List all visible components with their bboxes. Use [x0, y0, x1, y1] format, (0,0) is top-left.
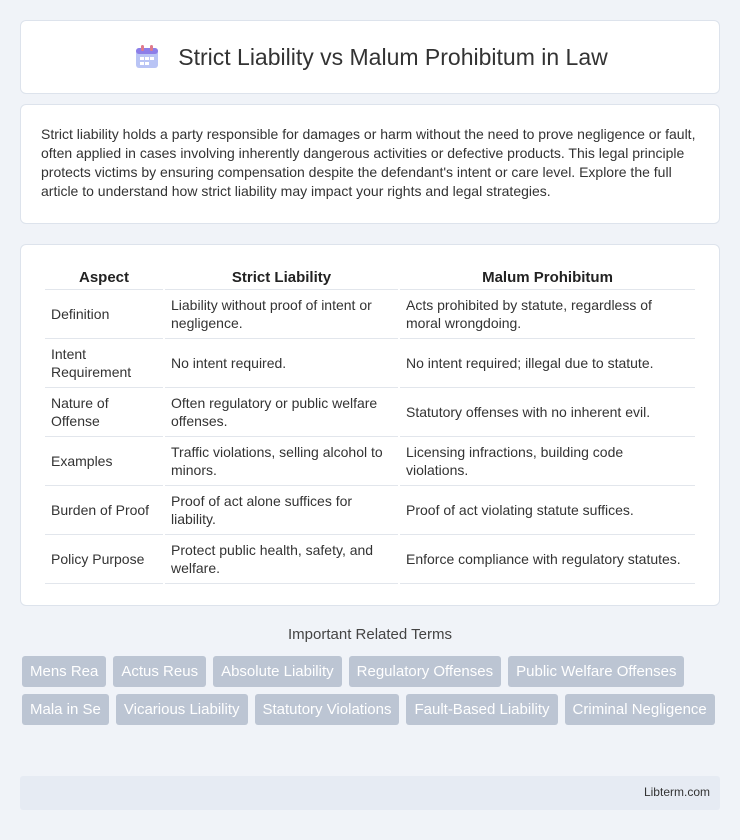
table-row: [45, 486, 695, 535]
table-row: [45, 535, 695, 584]
cell-strict: Protect public health, safety, and welfare.: [165, 535, 398, 584]
title-wrap: [132, 42, 607, 72]
related-terms-tags: [22, 656, 722, 725]
cell-strict: Often regulatory or public welfare offenses.: [165, 388, 398, 437]
tag-criminal-negligence[interactable]: Criminal Negligence: [565, 694, 715, 725]
cell-aspect: Burden of Proof: [45, 486, 163, 535]
tag-fault-based-liability[interactable]: Fault-Based Liability: [406, 694, 557, 725]
intro-text: Strict liability holds a party responsible for damages or harm without the need to prove negligence or fault, often applied in cases involving inherently dangerous activities or defective products. This legal principle protects victims by ensuring compensation despite the defendant's intent or care level. Explore the full article to understand how strict liability may impact your rights and legal strategies.: [41, 126, 696, 199]
footer-site-link[interactable]: Libterm.com: [643, 785, 710, 799]
table-row: [45, 339, 695, 388]
cell-aspect: Intent Requirement: [45, 339, 163, 388]
comparison-table: [43, 265, 697, 584]
header-aspect: Aspect: [45, 265, 163, 290]
cell-strict: No intent required.: [165, 339, 398, 388]
cell-strict: Liability without proof of intent or negligence.: [165, 290, 398, 339]
tag-absolute-liability[interactable]: Absolute Liability: [213, 656, 342, 687]
header-card: [20, 20, 720, 94]
cell-malum: Licensing infractions, building code violations.: [400, 437, 695, 486]
cell-aspect: Policy Purpose: [45, 535, 163, 584]
tag-public-welfare-offenses[interactable]: Public Welfare Offenses: [508, 656, 684, 687]
footer: [20, 776, 720, 810]
header-malum-prohibitum: Malum Prohibitum: [400, 265, 695, 290]
cell-malum: Proof of act violating statute suffices.: [400, 486, 695, 535]
tag-statutory-violations[interactable]: Statutory Violations: [255, 694, 400, 725]
tag-regulatory-offenses[interactable]: Regulatory Offenses: [349, 656, 501, 687]
table-row: [45, 290, 695, 339]
cell-strict: Traffic violations, selling alcohol to minors.: [165, 437, 398, 486]
tag-vicarious-liability[interactable]: Vicarious Liability: [116, 694, 248, 725]
table-row: [45, 388, 695, 437]
cell-malum: Acts prohibited by statute, regardless of moral wrongdoing.: [400, 290, 695, 339]
tag-actus-reus[interactable]: Actus Reus: [113, 656, 206, 687]
intro-card: [20, 104, 720, 224]
cell-aspect: Definition: [45, 290, 163, 339]
cell-malum: Statutory offenses with no inherent evil.: [400, 388, 695, 437]
cell-malum: No intent required; illegal due to statute.: [400, 339, 695, 388]
cell-aspect: Examples: [45, 437, 163, 486]
tag-mala-in-se[interactable]: Mala in Se: [22, 694, 109, 725]
table-row: [45, 437, 695, 486]
cell-strict: Proof of act alone suffices for liability.: [165, 486, 398, 535]
header-strict-liability: Strict Liability: [165, 265, 398, 290]
cell-malum: Enforce compliance with regulatory statutes.: [400, 535, 695, 584]
comparison-table-card: [20, 244, 720, 606]
table-header-row: [45, 265, 695, 290]
calendar-icon: [132, 42, 162, 72]
page-title: Strict Liability vs Malum Prohibitum in Law: [178, 43, 608, 70]
tag-mens-rea[interactable]: Mens Rea: [22, 656, 106, 687]
cell-aspect: Nature of Offense: [45, 388, 163, 437]
related-terms-title: Important Related Terms: [288, 626, 452, 643]
